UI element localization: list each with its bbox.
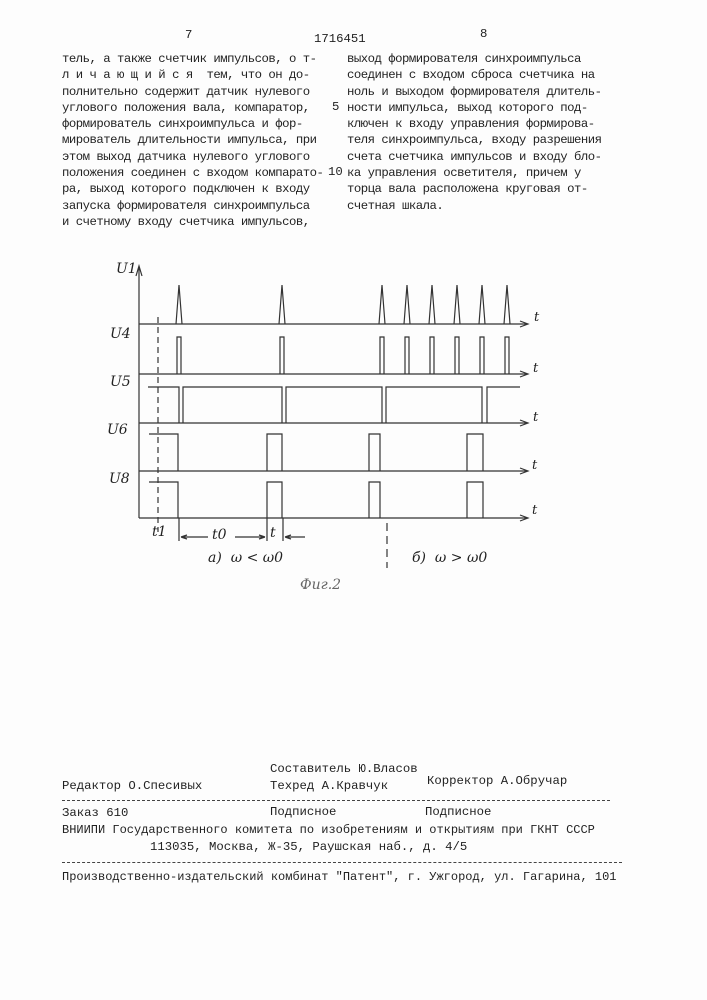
signal-u5-waveform <box>148 387 520 423</box>
page-number-right: 8 <box>480 27 487 42</box>
signal-label-u8: U8 <box>109 472 130 487</box>
text-line: соединен с входом сброса счетчика на <box>347 67 602 83</box>
organization: ВНИИПИ Государственного комитета по изобретениям и открытиям при ГКНТ СССР <box>62 823 595 838</box>
text-line: теля синхроимпульса, входу разрешения <box>347 132 602 148</box>
divider <box>62 862 622 863</box>
text-line: торца вала расположена круговая от- <box>347 181 602 197</box>
text-line: положения соединен с входом компарато- <box>62 165 323 181</box>
signal-u4-pulses <box>177 337 509 374</box>
patent-number: 1716451 <box>314 32 366 47</box>
signal-u8-waveform <box>149 482 483 518</box>
text-line: этом выход датчика нулевого углового <box>62 149 323 165</box>
publisher: Производственно-издательский комбинат "Патент", г. Ужгород, ул. Гагарина, 101 <box>62 870 617 885</box>
text-line: выход формирователя синхроимпульса <box>347 51 602 67</box>
time-axis <box>139 468 528 474</box>
line-number: 5 <box>332 100 339 115</box>
signal-label-u1: U1 <box>116 262 137 277</box>
order-number: Заказ 610 <box>62 806 128 821</box>
signal-label-u5: U5 <box>110 375 131 390</box>
dimension-arrows <box>181 535 305 539</box>
text-line: счетная шкала. <box>347 198 602 214</box>
text-line: ка управления осветителя, причем у <box>347 165 602 181</box>
text-line: мирователь длительности импульса, при <box>62 132 323 148</box>
time-axis <box>139 420 528 426</box>
page-number-left: 7 <box>185 28 192 43</box>
case-a-label: а) ω < ω0 <box>208 551 283 566</box>
text-line: л и ч а ю щ и й с я тем, что он до- <box>62 67 323 83</box>
time-axis-label: t <box>533 361 538 376</box>
text-line: формирователь синхроимпульса и фор- <box>62 116 323 132</box>
figure-caption: Фиг.2 <box>300 578 341 593</box>
case-b-label: б) ω > ω0 <box>412 551 487 566</box>
techred: Техред А.Кравчук <box>270 779 388 794</box>
line-number: 10 <box>328 165 343 180</box>
signal-label-u4: U4 <box>110 327 131 342</box>
text-line: запуска формирователя синхроимпульса <box>62 198 323 214</box>
corrector: Корректор А.Обручар <box>427 774 567 789</box>
t0-label: t0 <box>212 528 227 543</box>
text-line: тель, а также счетчик импульсов, о т- <box>62 51 323 67</box>
text-line: ноль и выходом формирователя длитель- <box>347 84 602 100</box>
time-axis-label: t <box>532 458 537 473</box>
patent-page <box>0 0 707 1000</box>
time-axis <box>139 371 528 377</box>
subscription: Подписное <box>270 805 336 820</box>
time-axis-label: t <box>533 410 538 425</box>
time-axis <box>139 321 528 327</box>
subscription: Подписное <box>425 805 491 820</box>
text-line: ключен к входу управления формирова- <box>347 116 602 132</box>
time-axis-label: t <box>534 310 539 325</box>
text-line: счета счетчика импульсов и входу бло- <box>347 149 602 165</box>
time-axis <box>139 515 528 521</box>
t1-label: t1 <box>152 525 167 540</box>
signal-u1-pulses <box>176 285 510 324</box>
signal-label-u6: U6 <box>107 423 128 438</box>
signal-u6-waveform <box>149 434 483 471</box>
compiler: Составитель Ю.Власов <box>270 762 418 777</box>
pulse-width-label: t <box>270 526 276 541</box>
divider <box>62 800 610 801</box>
text-line: ра, выход которого подключен к входу <box>62 181 323 197</box>
editor: Редактор О.Спесивых <box>62 779 202 794</box>
text-line: полнительно содержит датчик нулевого <box>62 84 323 100</box>
text-line: углового положения вала, компаратор, <box>62 100 323 116</box>
text-line: и счетному входу счетчика импульсов, <box>62 214 323 230</box>
text-line: ности импульса, выход которого под- <box>347 100 602 116</box>
address: 113035, Москва, Ж-35, Раушская наб., д. 4/5 <box>150 840 467 855</box>
time-axis-label: t <box>532 503 537 518</box>
